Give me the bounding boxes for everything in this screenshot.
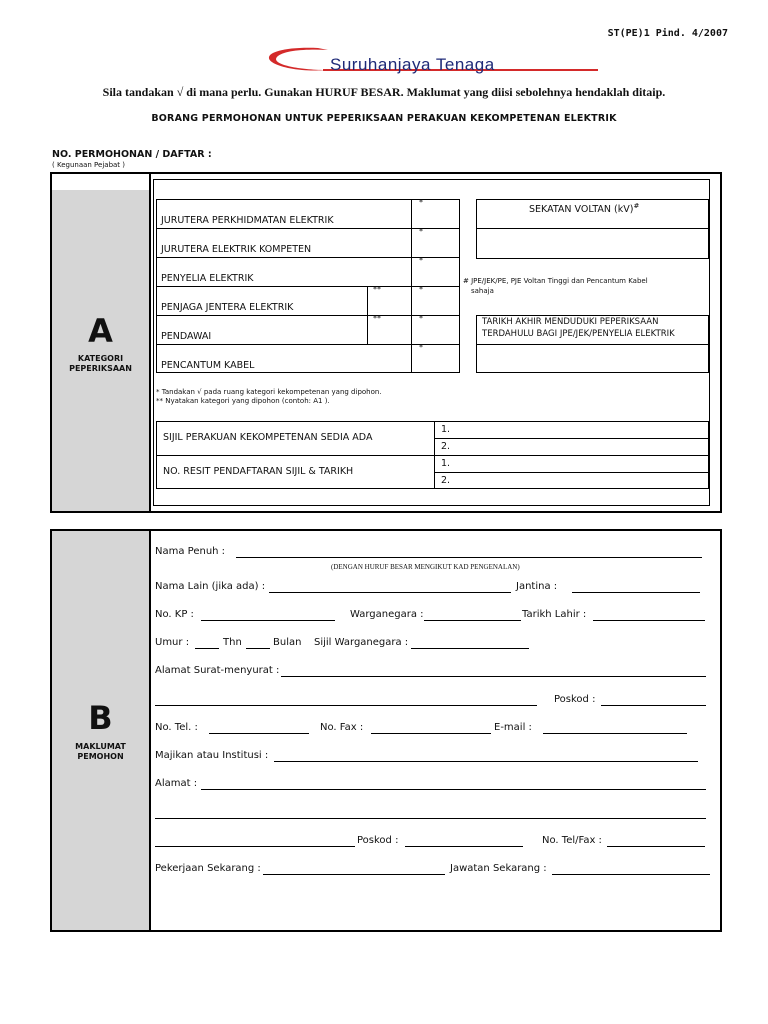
- instruction-text: Sila tandakan √ di mana perlu. Gunakan HURUF BESAR. Maklumat yang diisi sebolehnya hendaklah ditaip.: [102, 85, 666, 99]
- certificate-input-2[interactable]: [453, 439, 708, 455]
- checkbox-jek[interactable]: [412, 229, 459, 257]
- employer-address-input-1[interactable]: [201, 788, 706, 790]
- form-reference: ST(PE)1 Pind. 4/2007: [607, 28, 728, 39]
- star-mark: *: [419, 314, 423, 323]
- occupation-label: Pekerjaan Sekarang :: [155, 863, 261, 874]
- category-jpe: JURUTERA PERKHIDMATAN ELEKTRIK: [161, 215, 334, 226]
- section-b: [50, 529, 722, 932]
- section-b-letter: B: [88, 699, 113, 737]
- full-name-note: (DENGAN HURUF BESAR MENGIKUT KAD PENGENALAN): [331, 563, 520, 571]
- registration-sub-label: ( Kegunaan Pejabat ): [52, 161, 126, 169]
- employer-postcode-input[interactable]: [405, 845, 523, 847]
- checkbox-pe[interactable]: [412, 258, 459, 286]
- fax-input[interactable]: [371, 732, 491, 734]
- voltage-input[interactable]: [477, 229, 708, 258]
- employer-input[interactable]: [274, 760, 698, 762]
- tel-label: No. Tel. :: [155, 722, 198, 733]
- category-pendawai: PENDAWAI: [161, 331, 212, 342]
- last-exam-label-2: TERDAHULU BAGI JPE/JEK/PENYELIA ELEKTRIK: [482, 329, 675, 339]
- certificate-label: SIJIL PERAKUAN KEKOMPETENAN SEDIA ADA: [163, 432, 373, 443]
- dob-input[interactable]: [593, 619, 705, 621]
- postcode-label: Poskod :: [554, 694, 596, 705]
- section-a: [50, 172, 722, 513]
- checkbox-pje[interactable]: [412, 287, 459, 315]
- checkbox-pencantum[interactable]: [412, 345, 459, 372]
- section-a-sidebar: [52, 174, 151, 511]
- certificate-row-2-label: 2.: [441, 441, 451, 452]
- position-label: Jawatan Sekarang :: [450, 863, 547, 874]
- receipt-input-2[interactable]: [453, 473, 708, 488]
- receipt-label: NO. RESIT PENDAFTARAN SIJIL & TARIKH: [163, 466, 354, 477]
- citizenship-input[interactable]: [424, 619, 521, 621]
- address-input-1[interactable]: [281, 675, 706, 677]
- age-years-input[interactable]: [195, 647, 219, 649]
- address-input-2[interactable]: [155, 704, 537, 706]
- section-b-label-1: MAKLUMAT: [75, 742, 126, 751]
- note-category: ** Nyatakan kategori yang dipohon (contoh: A1 ).: [156, 397, 330, 405]
- receipt-row-2-label: 2.: [441, 475, 451, 486]
- checkbox-pendawai[interactable]: [412, 316, 459, 344]
- receipt-row-1-label: 1.: [441, 458, 451, 469]
- star-mark: *: [419, 343, 423, 352]
- checkbox-jpe[interactable]: [412, 200, 459, 228]
- citizenship-label: Warganegara :: [350, 609, 424, 620]
- citizenship-cert-input[interactable]: [411, 647, 529, 649]
- gender-input[interactable]: [572, 591, 700, 593]
- gender-label: Jantina :: [516, 581, 558, 592]
- logo-text: Suruhanjaya Tenaga: [330, 55, 495, 74]
- employer-address-label: Alamat :: [155, 778, 198, 789]
- email-label: E-mail :: [494, 722, 532, 733]
- category-jek: JURUTERA ELEKTRIK KOMPETEN: [161, 244, 312, 255]
- employer-label: Majikan atau Institusi :: [155, 750, 269, 761]
- address-label: Alamat Surat-menyurat :: [155, 665, 280, 676]
- note-tick: * Tandakan √ pada ruang kategori kekompetenan yang dipohon.: [156, 388, 382, 396]
- full-name-label: Nama Penuh :: [155, 546, 226, 557]
- tel-fax-label: No. Tel/Fax :: [542, 835, 602, 846]
- months-label: Bulan: [273, 637, 302, 648]
- citizenship-cert-label: Sijil Warganegara :: [314, 637, 409, 648]
- category-pje: PENJAGA JENTERA ELEKTRIK: [161, 302, 294, 313]
- voltage-note-2: sahaja: [471, 287, 494, 295]
- registration-label: NO. PERMOHONAN / DAFTAR :: [52, 149, 212, 160]
- tel-input[interactable]: [209, 732, 309, 734]
- double-star-mark: **: [373, 285, 381, 294]
- star-mark: *: [419, 256, 423, 265]
- section-a-label-1: KATEGORI: [77, 354, 124, 363]
- voltage-note-1: # JPE/JEK/PE, PJE Voltan Tinggi dan Pencantum Kabel: [463, 277, 648, 285]
- star-mark: *: [419, 285, 423, 294]
- employer-postcode-label: Poskod :: [357, 835, 399, 846]
- age-label: Umur :: [155, 637, 190, 648]
- employer-address-input-2[interactable]: [155, 817, 706, 819]
- voltage-label: SEKATAN VOLTAN (kV)#: [529, 202, 640, 216]
- category-pencantum: PENCANTUM KABEL: [161, 360, 255, 371]
- section-b-sidebar: [52, 531, 151, 930]
- employer-address-input-3[interactable]: [155, 845, 355, 847]
- position-input[interactable]: [552, 873, 710, 875]
- years-label: Thn: [223, 637, 242, 648]
- section-a-letter: A: [88, 312, 113, 350]
- section-b-fields: [149, 531, 720, 930]
- full-name-input[interactable]: [236, 556, 702, 558]
- age-months-input[interactable]: [246, 647, 270, 649]
- dob-label: Tarikh Lahir :: [522, 609, 587, 620]
- ic-label: No. KP :: [155, 609, 194, 620]
- star-mark: *: [419, 227, 423, 236]
- receipt-input-1[interactable]: [453, 456, 708, 472]
- category-pe: PENYELIA ELEKTRIK: [161, 273, 254, 284]
- form-title: BORANG PERMOHONAN UNTUK PEPERIKSAAN PERAKUAN KEKOMPETENAN ELEKTRIK: [151, 113, 617, 124]
- last-exam-label-1: TARIKH AKHIR MENDUDUKI PEPERIKSAAN: [482, 317, 659, 327]
- other-name-input[interactable]: [269, 591, 511, 593]
- certificate-row-1-label: 1.: [441, 424, 451, 435]
- tel-fax-input[interactable]: [607, 845, 705, 847]
- last-exam-input[interactable]: [477, 345, 708, 372]
- other-name-label: Nama Lain (jika ada) :: [155, 581, 266, 592]
- certificate-input-1[interactable]: [453, 422, 708, 438]
- section-b-label-2: PEMOHON: [77, 752, 124, 761]
- occupation-input[interactable]: [263, 873, 445, 875]
- section-a-label-2: PEPERIKSAAN: [69, 364, 132, 373]
- ic-input[interactable]: [201, 619, 335, 621]
- postcode-input[interactable]: [601, 704, 706, 706]
- fax-label: No. Fax :: [320, 722, 364, 733]
- star-mark: *: [419, 198, 423, 207]
- email-input[interactable]: [543, 732, 687, 734]
- double-star-mark: **: [373, 314, 381, 323]
